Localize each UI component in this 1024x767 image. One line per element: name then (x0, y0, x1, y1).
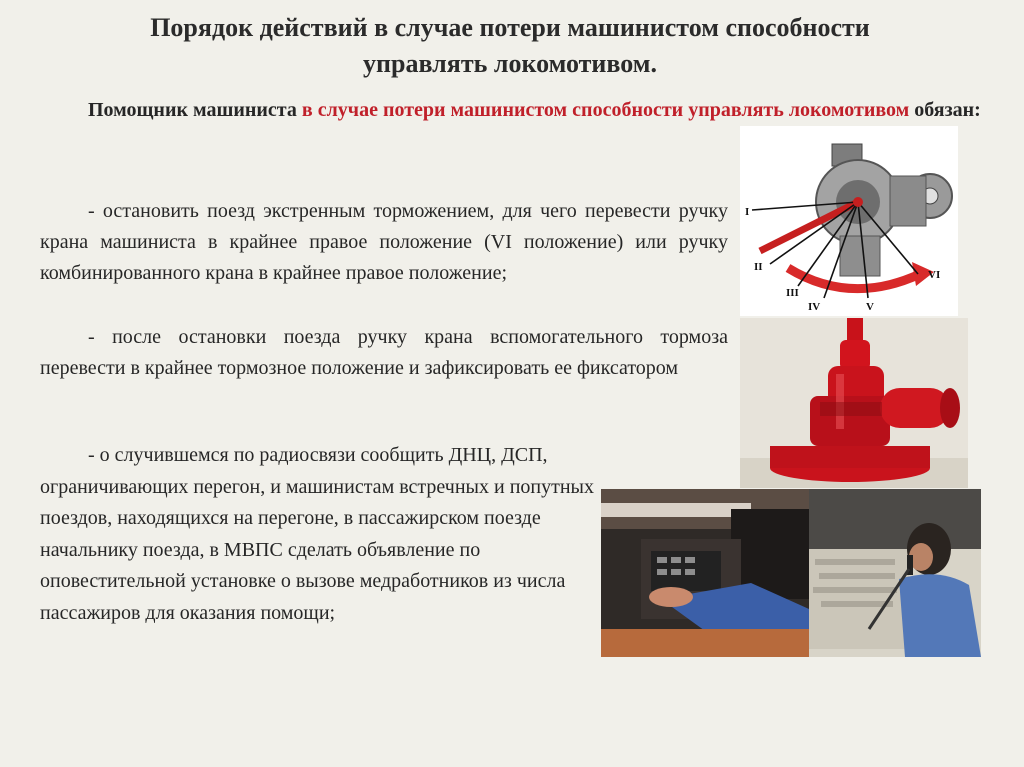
position-label-III: III (786, 287, 799, 299)
locomotive-cab-radio-photo (601, 489, 809, 657)
intro-part-1: Помощник машиниста (88, 99, 302, 121)
auxiliary-brake-valve-photo (740, 318, 968, 488)
intro-highlight: в случае потери машинистом способности управлять локомотивом (301, 99, 910, 121)
paragraph-radio-report (40, 440, 600, 629)
position-label-VI: VI (928, 269, 941, 281)
title-line-2: управлять локомотивом. (363, 49, 657, 78)
position-label-II: II (754, 261, 763, 273)
intro-text (40, 96, 1000, 124)
title-line-1: Порядок действий в случае потери машинистом способности (150, 13, 870, 42)
position-label-V: V (866, 301, 874, 313)
slide-title (60, 10, 960, 82)
valve-photo-svg (740, 318, 968, 488)
cab-photo-svg (601, 489, 809, 657)
intro-part-3: обязан: (909, 99, 981, 121)
paragraph-emergency-brake (40, 196, 728, 289)
position-label-I: I (745, 206, 750, 218)
paragraph-auxiliary-brake (40, 322, 728, 384)
crane-diagram-svg (740, 126, 958, 316)
position-label-IV: IV (808, 301, 821, 313)
paragraph-text: - после остановки поезда ручку крана вспомогательного тормоза перевести в крайнее тормозное положение и зафиксировать ее фиксатором (40, 326, 728, 379)
driver-crane-diagram (740, 126, 958, 316)
paragraph-text: - остановить поезд экстренным торможением, для чего перевести ручку крана машиниста в крайнее правое положение (VI положение) или ручку комбинированного крана в крайнее правое положение; (40, 200, 728, 284)
paragraph-text: - о случившемся по радиосвязи сообщить ДНЦ, ДСП, ограничивающих перегон, и машинистам встречных и попутных поездов, находящихся на перегоне, в пассажирском поезде начальнику поезда, в МВПС сделать объявление по оповестительной установке о вызове медработников из числа пассажиров для оказания помощи; (40, 444, 594, 624)
dispatcher-phone-photo (809, 489, 981, 657)
dispatcher-photo-svg (809, 489, 981, 657)
